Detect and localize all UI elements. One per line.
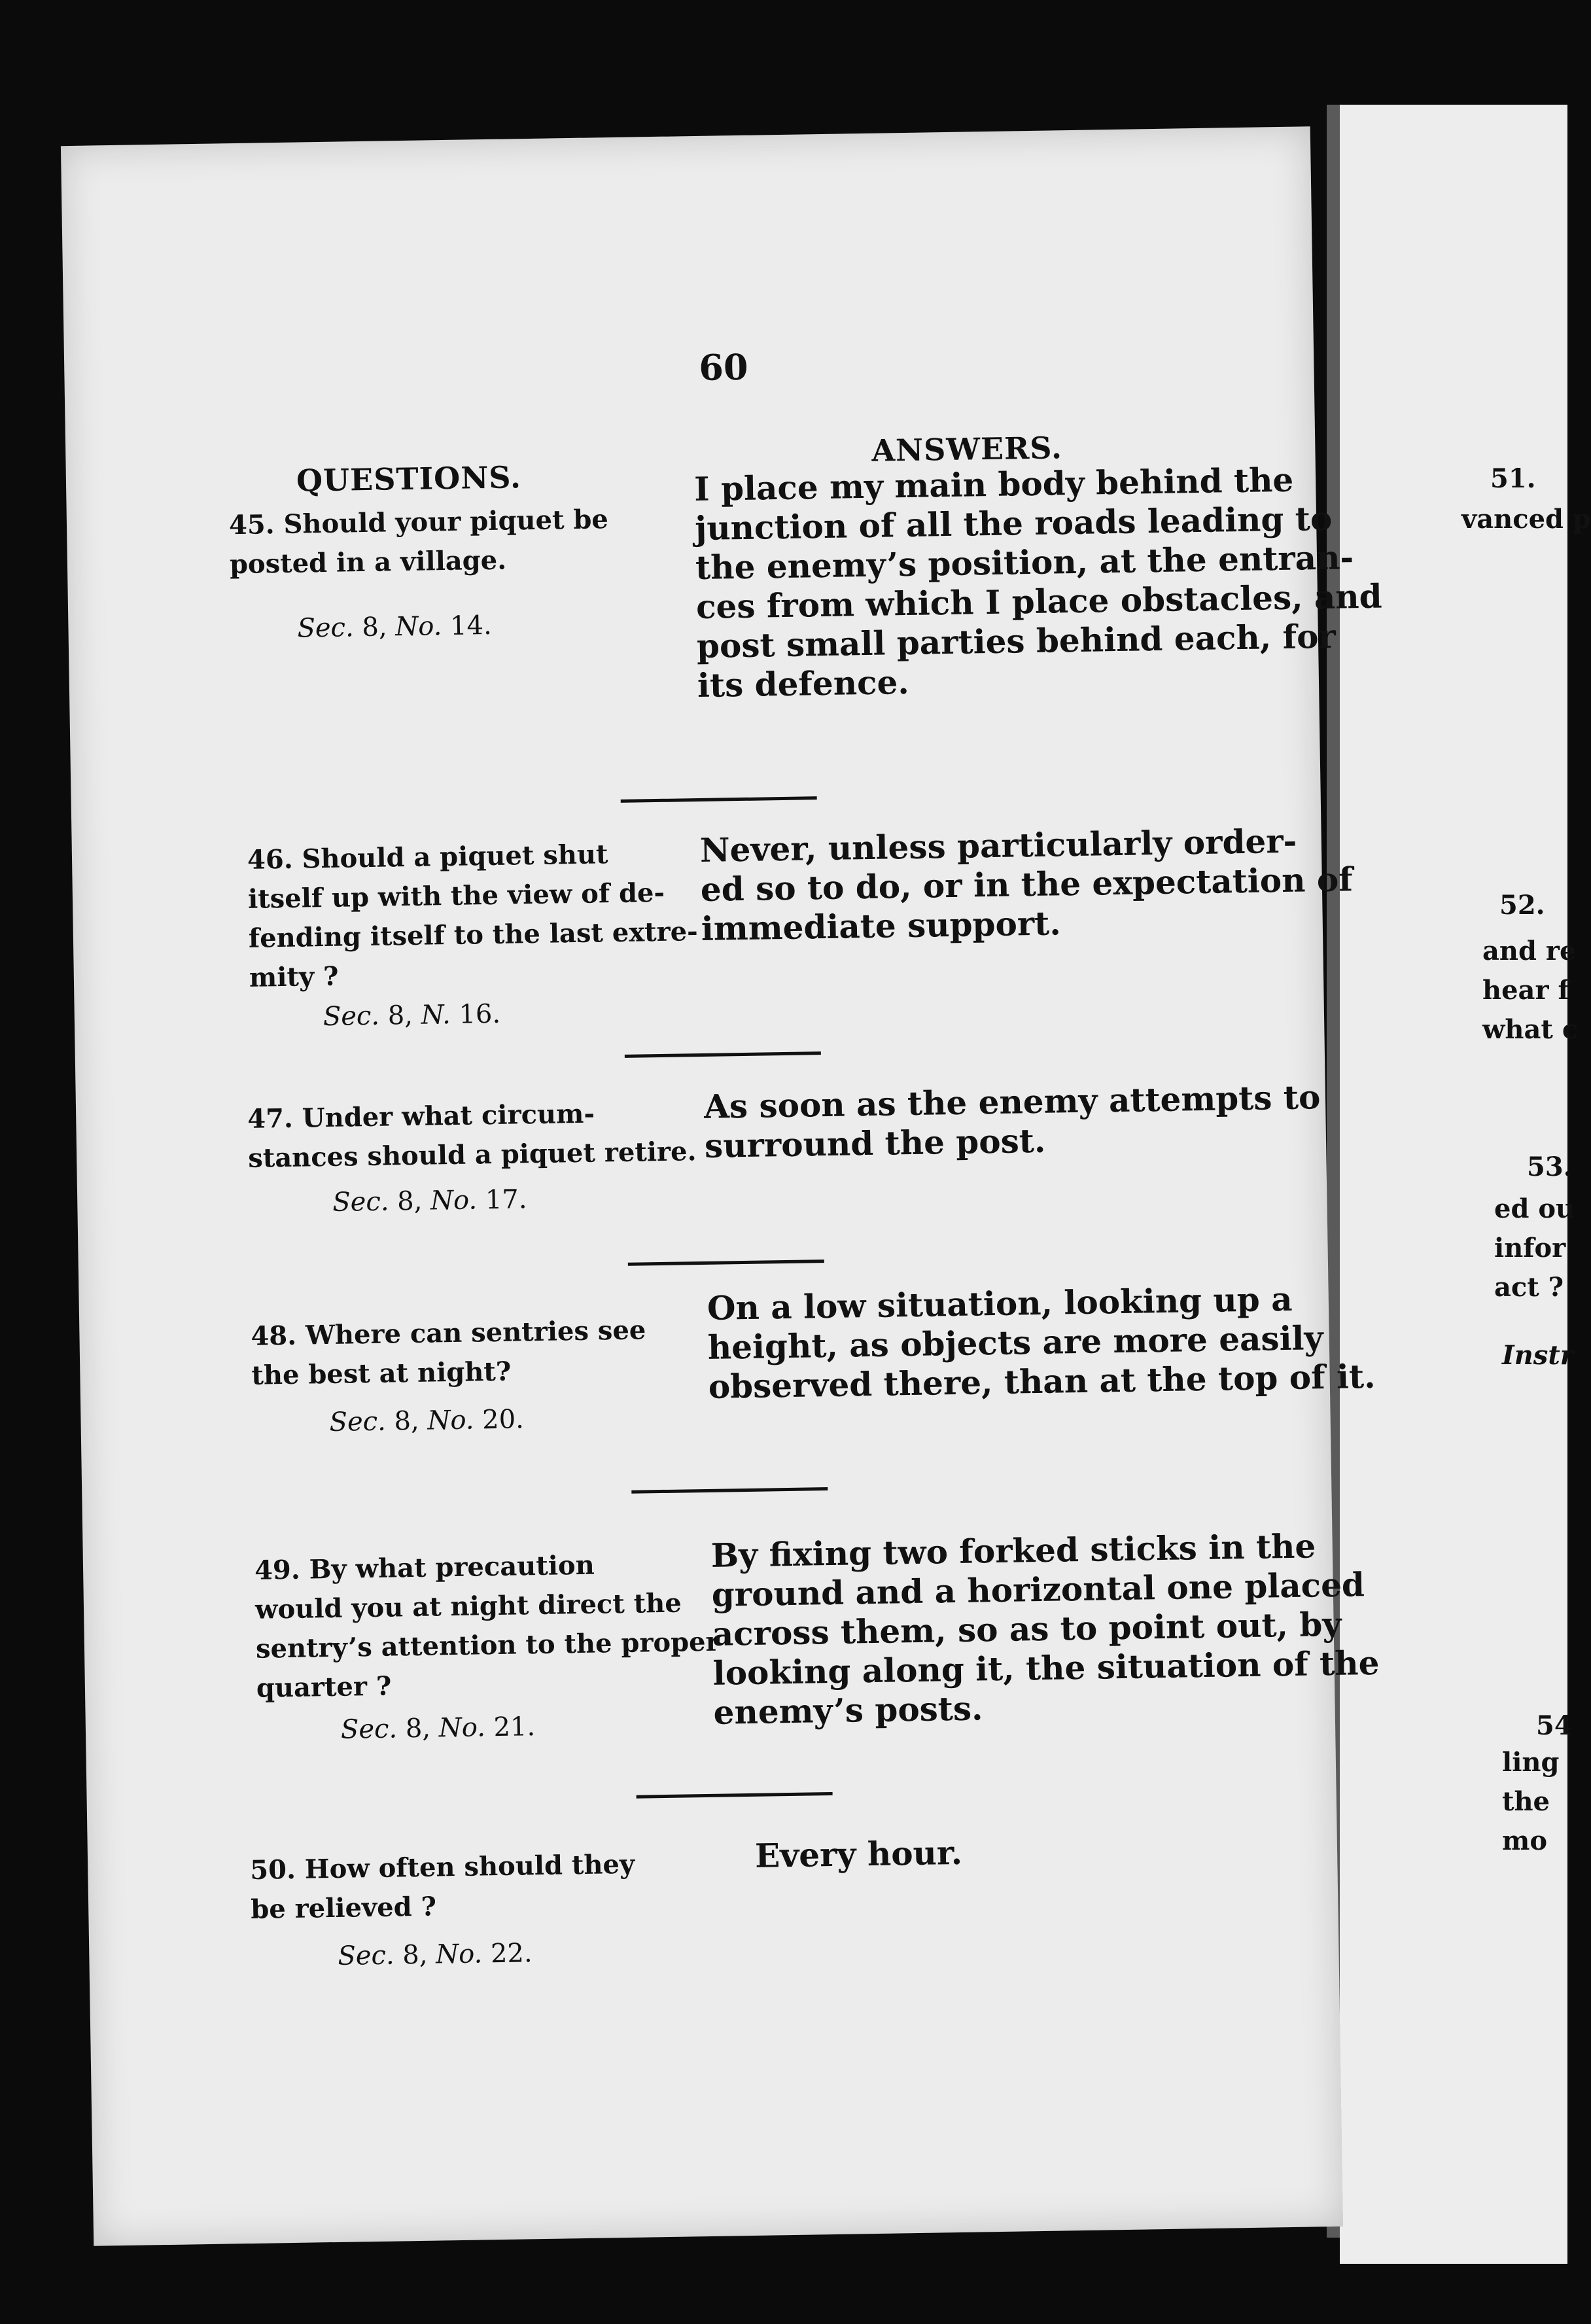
facing-fragment: vanced p [1461, 504, 1591, 535]
answer-45: I place my main body behind the junction of all the roads leading to the enemy’s position, at the entran- ces from which I place obstacles, and post small parties behind each, for its defence. [693, 460, 1383, 705]
separator-rule [621, 796, 817, 803]
question-48: 48. Where can sentries see the best at night? [251, 1314, 646, 1391]
separator-rule [637, 1792, 833, 1799]
facing-fragment: mo [1502, 1825, 1548, 1856]
question-49: 49. By what precaution would you at night direct the sentry’s attention to the proper quarter ? [254, 1549, 720, 1704]
question-45: 45. Should your piquet be posted in a village. [228, 504, 609, 580]
facing-fragment: the [1502, 1786, 1550, 1817]
facing-fragment: 52. [1499, 890, 1545, 921]
facing-fragment: infor [1494, 1233, 1566, 1263]
question-50: 50. How often should they be relieved ? [249, 1848, 635, 1925]
facing-fragment: hear f [1482, 975, 1569, 1006]
questions-heading: QUESTIONS. [296, 459, 522, 499]
answers-heading: ANSWERS. [871, 430, 1063, 468]
reference-50: Sec. 8, No. 22. [338, 1938, 533, 1971]
reference-47: Sec. 8, No. 17. [332, 1184, 527, 1218]
facing-page [1340, 105, 1591, 2264]
facing-fragment: ed ou [1494, 1193, 1575, 1224]
facing-fragment: what c [1482, 1014, 1579, 1045]
answer-47: As soon as the enemy attempts to surround the post. [703, 1078, 1321, 1165]
facing-fragment: Instr [1502, 1340, 1574, 1371]
separator-rule [628, 1259, 824, 1266]
facing-fragment: ling [1502, 1747, 1560, 1778]
facing-fragment: 54 [1536, 1710, 1573, 1741]
answer-48: On a low situation, looking up a height, as objects are more easily observed there, than at the top of it. [707, 1279, 1376, 1406]
answer-46: Never, unless particularly order- ed so to do, or in the expectation of immediate support. [699, 821, 1354, 948]
answer-49: By fixing two forked sticks in the ground and a horizontal one placed across them, so as to point out, by looking along it, the situation of the enemy’s posts. [710, 1526, 1380, 1732]
separator-rule [625, 1051, 821, 1058]
facing-fragment: and re [1482, 936, 1577, 966]
page-number: 60 [698, 345, 748, 389]
reference-46: Sec. 8, N. 16. [323, 998, 501, 1032]
facing-fragment: 51. [1490, 463, 1536, 494]
separator-rule [631, 1487, 828, 1494]
facing-fragment: 53. [1527, 1152, 1573, 1182]
facing-fragment: act ? [1494, 1272, 1564, 1303]
reference-48: Sec. 8, No. 20. [329, 1404, 525, 1437]
reference-49: Sec. 8, No. 21. [340, 1712, 536, 1745]
reference-45: Sec. 8, No. 14. [297, 610, 493, 644]
question-46: 46. Should a piquet shut itself up with the view of de- fending itself to the last extre- mity ? [247, 839, 699, 993]
question-47: 47. Under what circum- stances should a piquet retire. [247, 1098, 697, 1174]
answer-50: Every hour. [754, 1833, 963, 1875]
book-page [61, 126, 1383, 2246]
